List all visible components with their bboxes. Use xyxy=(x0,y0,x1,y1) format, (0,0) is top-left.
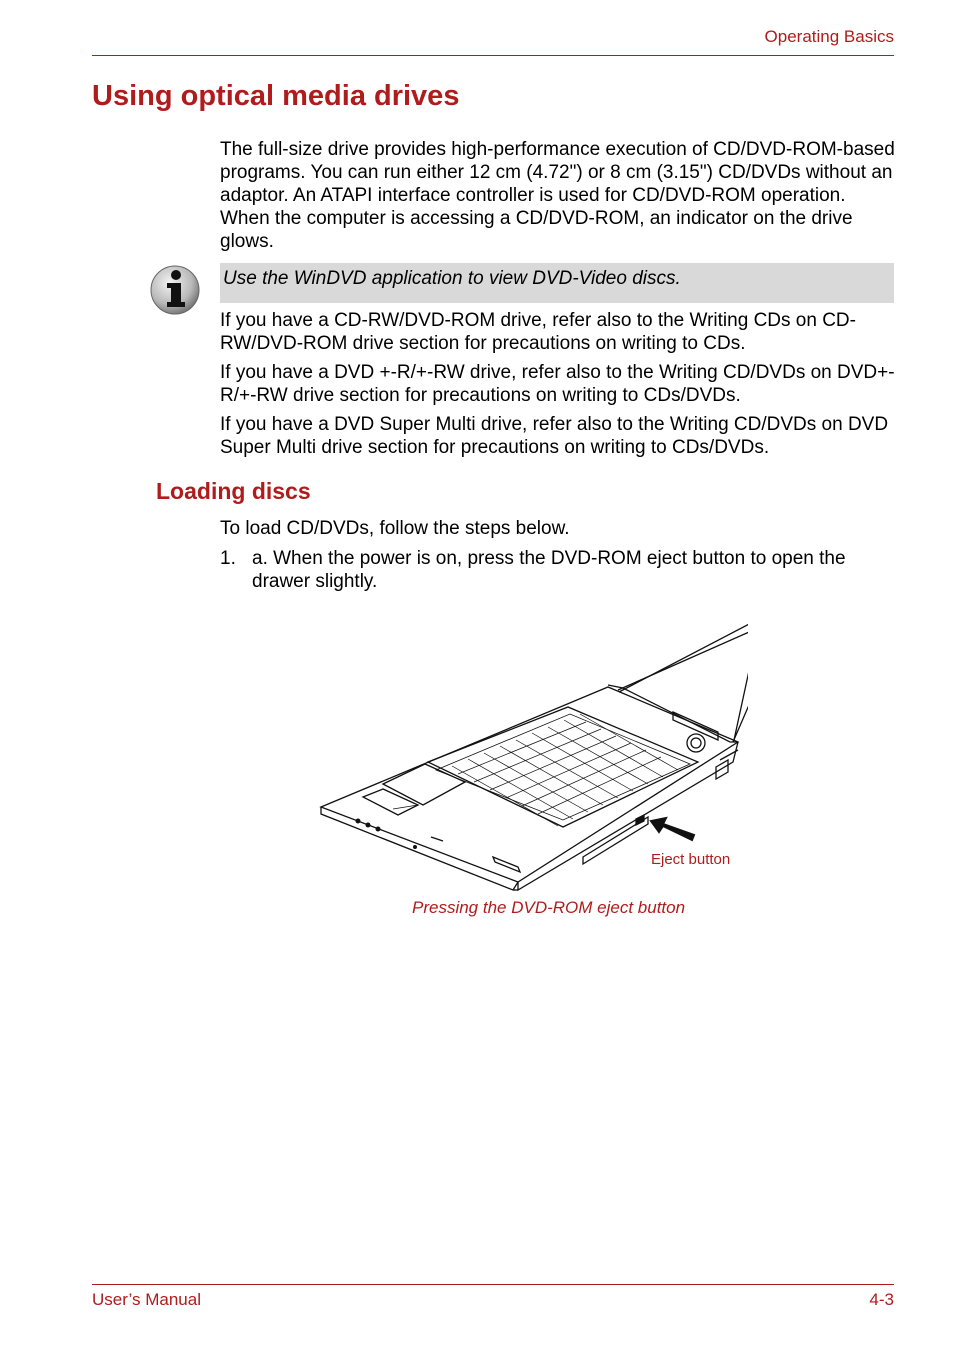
eject-button-callout: Eject button xyxy=(651,851,731,868)
note-box: Use the WinDVD application to view DVD-Video discs. xyxy=(220,263,894,303)
footer-rule xyxy=(92,1284,894,1285)
intro-paragraph: The full-size drive provides high-performance execution of CD/DVD-ROM-based programs. You can run either 12 cm (4.72") or 8 cm (3.15") CD/DVDs without an adaptor. An ATAPI interface controller is used for CD/DVD-ROM operation. When the computer is accessing a CD/DVD-ROM, an indicator on the drive glows. xyxy=(220,139,895,252)
step-number: 1. xyxy=(220,548,236,569)
page-number: 4-3 xyxy=(869,1290,894,1309)
step-text: a. When the power is on, press the DVD-ROM eject button to open the drawer slightly. xyxy=(252,548,846,592)
header-rule xyxy=(92,55,894,56)
instruction-text: To load CD/DVDs, follow the steps below. xyxy=(220,518,570,539)
footer-manual-title: User’s Manual xyxy=(92,1290,201,1309)
paragraph-dvdrw: If you have a DVD +-R/+-RW drive, refer also to the Writing CD/DVDs on DVD+-R/+-RW drive section for precautions on writing to CDs/DVDs. xyxy=(220,362,895,406)
page-title: Using optical media drives xyxy=(92,80,460,112)
section-heading: Loading discs xyxy=(156,478,311,504)
running-header: Operating Basics xyxy=(764,27,894,46)
figure-caption: Pressing the DVD-ROM eject button xyxy=(412,898,686,917)
paragraph-cdrw: If you have a CD-RW/DVD-ROM drive, refer also to the Writing CDs on CD-RW/DVD-ROM drive section for precautions on writing to CDs. xyxy=(220,310,856,354)
paragraph-super-multi: If you have a DVD Super Multi drive, refer also to the Writing CD/DVDs on DVD Super Multi drive section for precautions on writing to CDs/DVDs. xyxy=(220,414,889,458)
info-icon xyxy=(149,262,203,318)
